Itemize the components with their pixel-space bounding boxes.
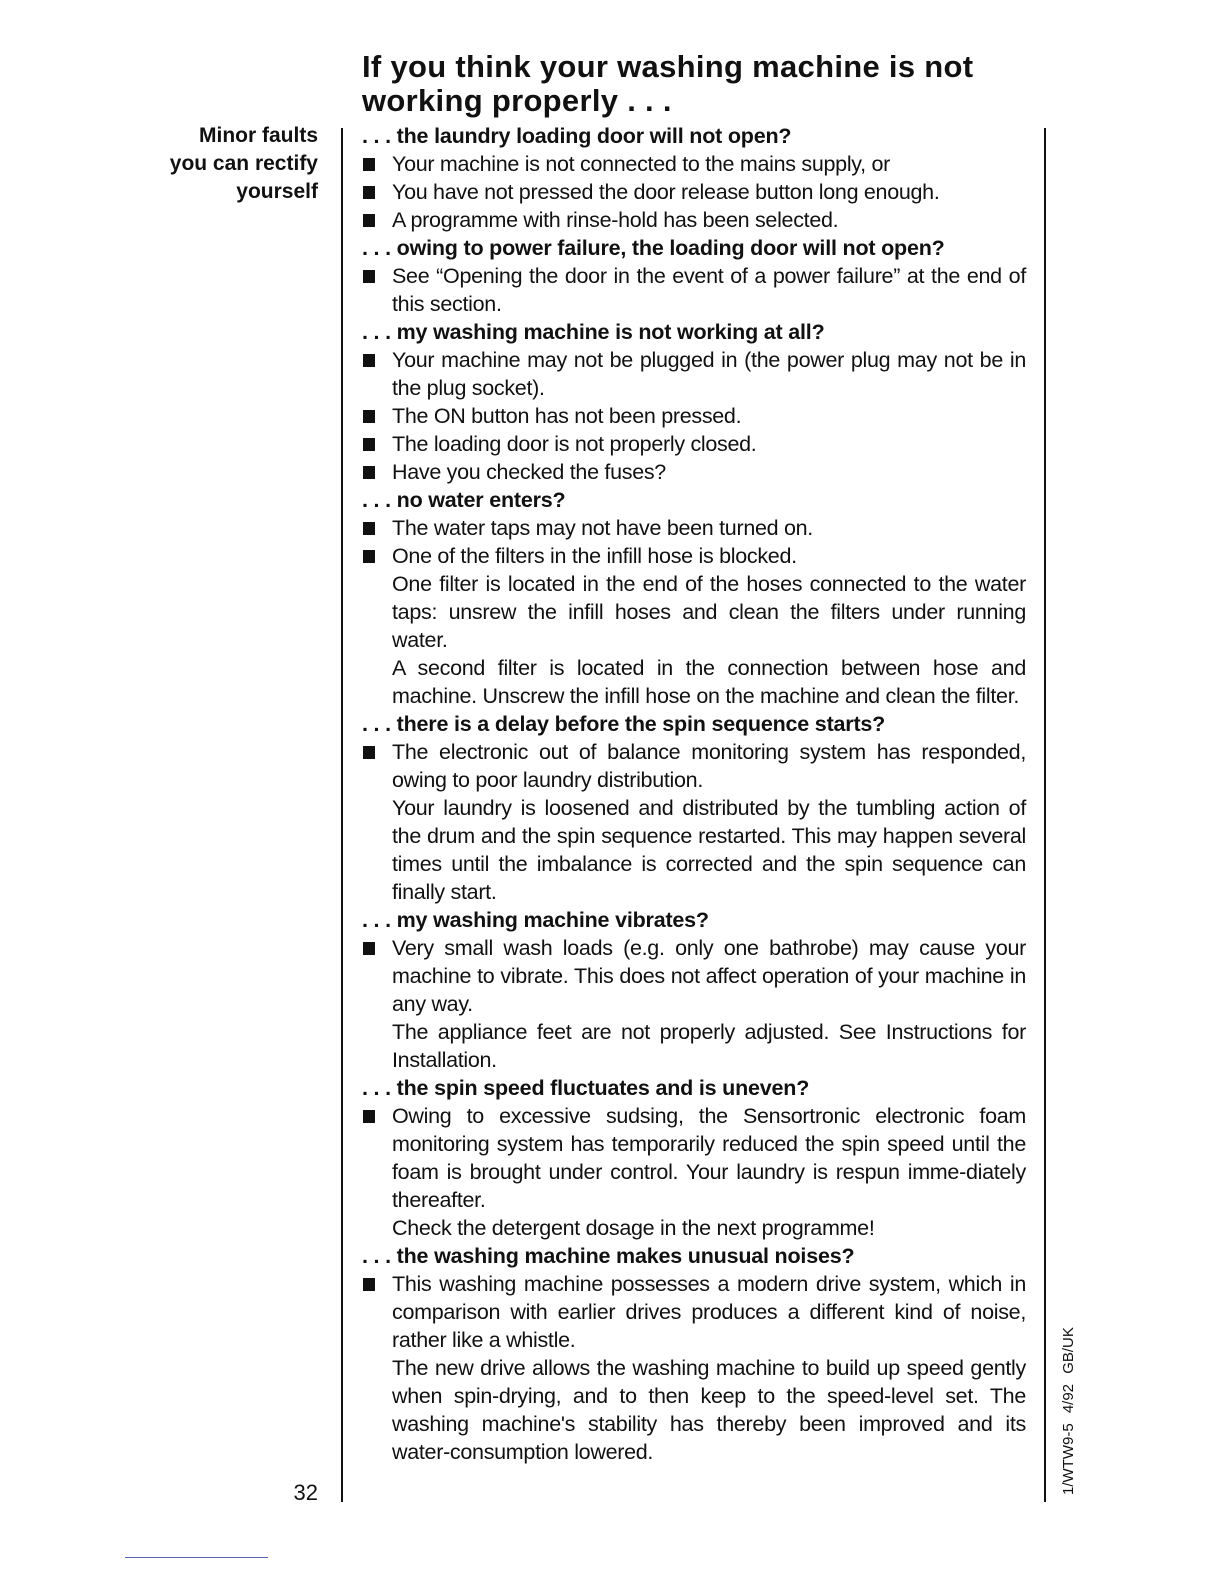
square-bullet-icon	[363, 522, 375, 535]
explanation-paragraph	[362, 1018, 1026, 1074]
side-heading-line: yourself	[236, 180, 318, 203]
bullet-item	[362, 206, 1026, 234]
square-bullet-icon	[363, 746, 375, 759]
fault-question: . . . no water enters?	[362, 488, 566, 512]
fault-question: . . . owing to power failure, the loading door will not open?	[362, 236, 945, 260]
square-bullet-icon	[363, 550, 375, 563]
item-text: The new drive allows the washing machine to build up speed gently when spin-drying, and to then keep to the speed-level set. The washing machine's stability has thereby been improved and its water-consumption lowered.	[392, 1356, 1026, 1464]
bullet-item	[362, 178, 1026, 206]
item-text: You have not pressed the door release button long enough.	[392, 180, 940, 204]
bullet-item	[362, 1102, 1026, 1214]
square-bullet-icon	[363, 1278, 375, 1291]
item-text: The ON button has not been pressed.	[392, 404, 742, 428]
bullet-item	[362, 458, 1026, 486]
square-bullet-icon	[363, 466, 375, 479]
item-text: The electronic out of balance monitoring system has responded, owing to poor laundry distribution.	[392, 740, 1026, 792]
bullet-item	[362, 934, 1026, 1018]
bullet-item	[362, 542, 1026, 570]
fault-question: . . . the washing machine makes unusual noises?	[362, 1244, 855, 1268]
bullet-item	[362, 430, 1026, 458]
square-bullet-icon	[363, 942, 375, 955]
square-bullet-icon	[363, 1110, 375, 1123]
bullet-item	[362, 150, 1026, 178]
square-bullet-icon	[363, 270, 375, 283]
square-bullet-icon	[363, 354, 375, 367]
page-title: If you think your washing machine is not working properly . . .	[362, 49, 974, 118]
fault-question: . . . the laundry loading door will not open?	[362, 124, 792, 148]
side-heading-line: Minor faults	[199, 124, 318, 147]
fault-question: . . . there is a delay before the spin sequence starts?	[362, 712, 886, 736]
item-text: Very small wash loads (e.g. only one bathrobe) may cause your machine to vibrate. This does not affect operation of your machine in any way.	[392, 936, 1026, 1016]
square-bullet-icon	[363, 158, 375, 171]
divider-right	[1044, 128, 1046, 1502]
square-bullet-icon	[363, 214, 375, 227]
square-bullet-icon	[363, 186, 375, 199]
square-bullet-icon	[363, 410, 375, 423]
bullet-item	[362, 514, 1026, 542]
explanation-paragraph	[362, 654, 1026, 710]
fault-question: . . . my washing machine vibrates?	[362, 908, 709, 932]
page-number: 32	[293, 1480, 318, 1505]
side-heading-line: you can rectify	[169, 152, 318, 175]
item-text: This washing machine possesses a modern drive system, which in comparison with earlier drives produces a different kind of noise, rather like a whistle.	[392, 1272, 1026, 1352]
fault-question: . . . my washing machine is not working at all?	[362, 320, 825, 344]
fault-question: . . . the spin speed fluctuates and is uneven?	[362, 1076, 810, 1100]
footer-rule	[125, 1557, 268, 1558]
item-text: The water taps may not have been turned on.	[392, 516, 813, 540]
explanation-paragraph	[362, 1354, 1026, 1466]
explanation-paragraph	[362, 570, 1026, 654]
item-text: Your machine may not be plugged in (the power plug may not be in the plug socket).	[392, 348, 1026, 400]
document-code: 1/WTW9-5 4/92 GB/UK	[1060, 1327, 1077, 1495]
explanation-paragraph	[362, 1214, 1026, 1242]
item-text: A programme with rinse-hold has been selected.	[392, 208, 839, 232]
bullet-item	[362, 346, 1026, 402]
item-text: Check the detergent dosage in the next programme!	[392, 1216, 875, 1240]
divider-left	[341, 128, 343, 1502]
square-bullet-icon	[363, 438, 375, 451]
item-text: A second filter is located in the connection between hose and machine. Unscrew the infill hose on the machine and clean the filter.	[392, 656, 1026, 708]
bullet-item	[362, 738, 1026, 794]
side-heading	[100, 122, 318, 206]
item-text: Your laundry is loosened and distributed by the tumbling action of the drum and the spin sequence restarted. This may happen several times until the imbalance is corrected and the spin sequence can finally start.	[392, 796, 1026, 904]
item-text: Your machine is not connected to the mains supply, or	[392, 152, 891, 176]
item-text: See “Opening the door in the event of a power failure” at the end of this section.	[392, 264, 1026, 316]
item-text: One of the filters in the infill hose is blocked.	[392, 544, 797, 568]
bullet-item	[362, 262, 1026, 318]
item-text: The appliance feet are not properly adjusted. See Instructions for Installation.	[392, 1020, 1026, 1072]
troubleshooting-list	[362, 122, 1026, 1466]
item-text: Owing to excessive sudsing, the Sensortronic electronic foam monitoring system has temporarily reduced the spin speed until the foam is brought under control. Your laundry is respun imme-diately thereafter.	[392, 1104, 1026, 1212]
explanation-paragraph	[362, 794, 1026, 906]
item-text: Have you checked the fuses?	[392, 460, 666, 484]
item-text: The loading door is not properly closed.	[392, 432, 757, 456]
bullet-item	[362, 402, 1026, 430]
item-text: One filter is located in the end of the hoses connected to the water taps: unsrew the infill hoses and clean the filters under running water.	[392, 572, 1026, 652]
bullet-item	[362, 1270, 1026, 1354]
